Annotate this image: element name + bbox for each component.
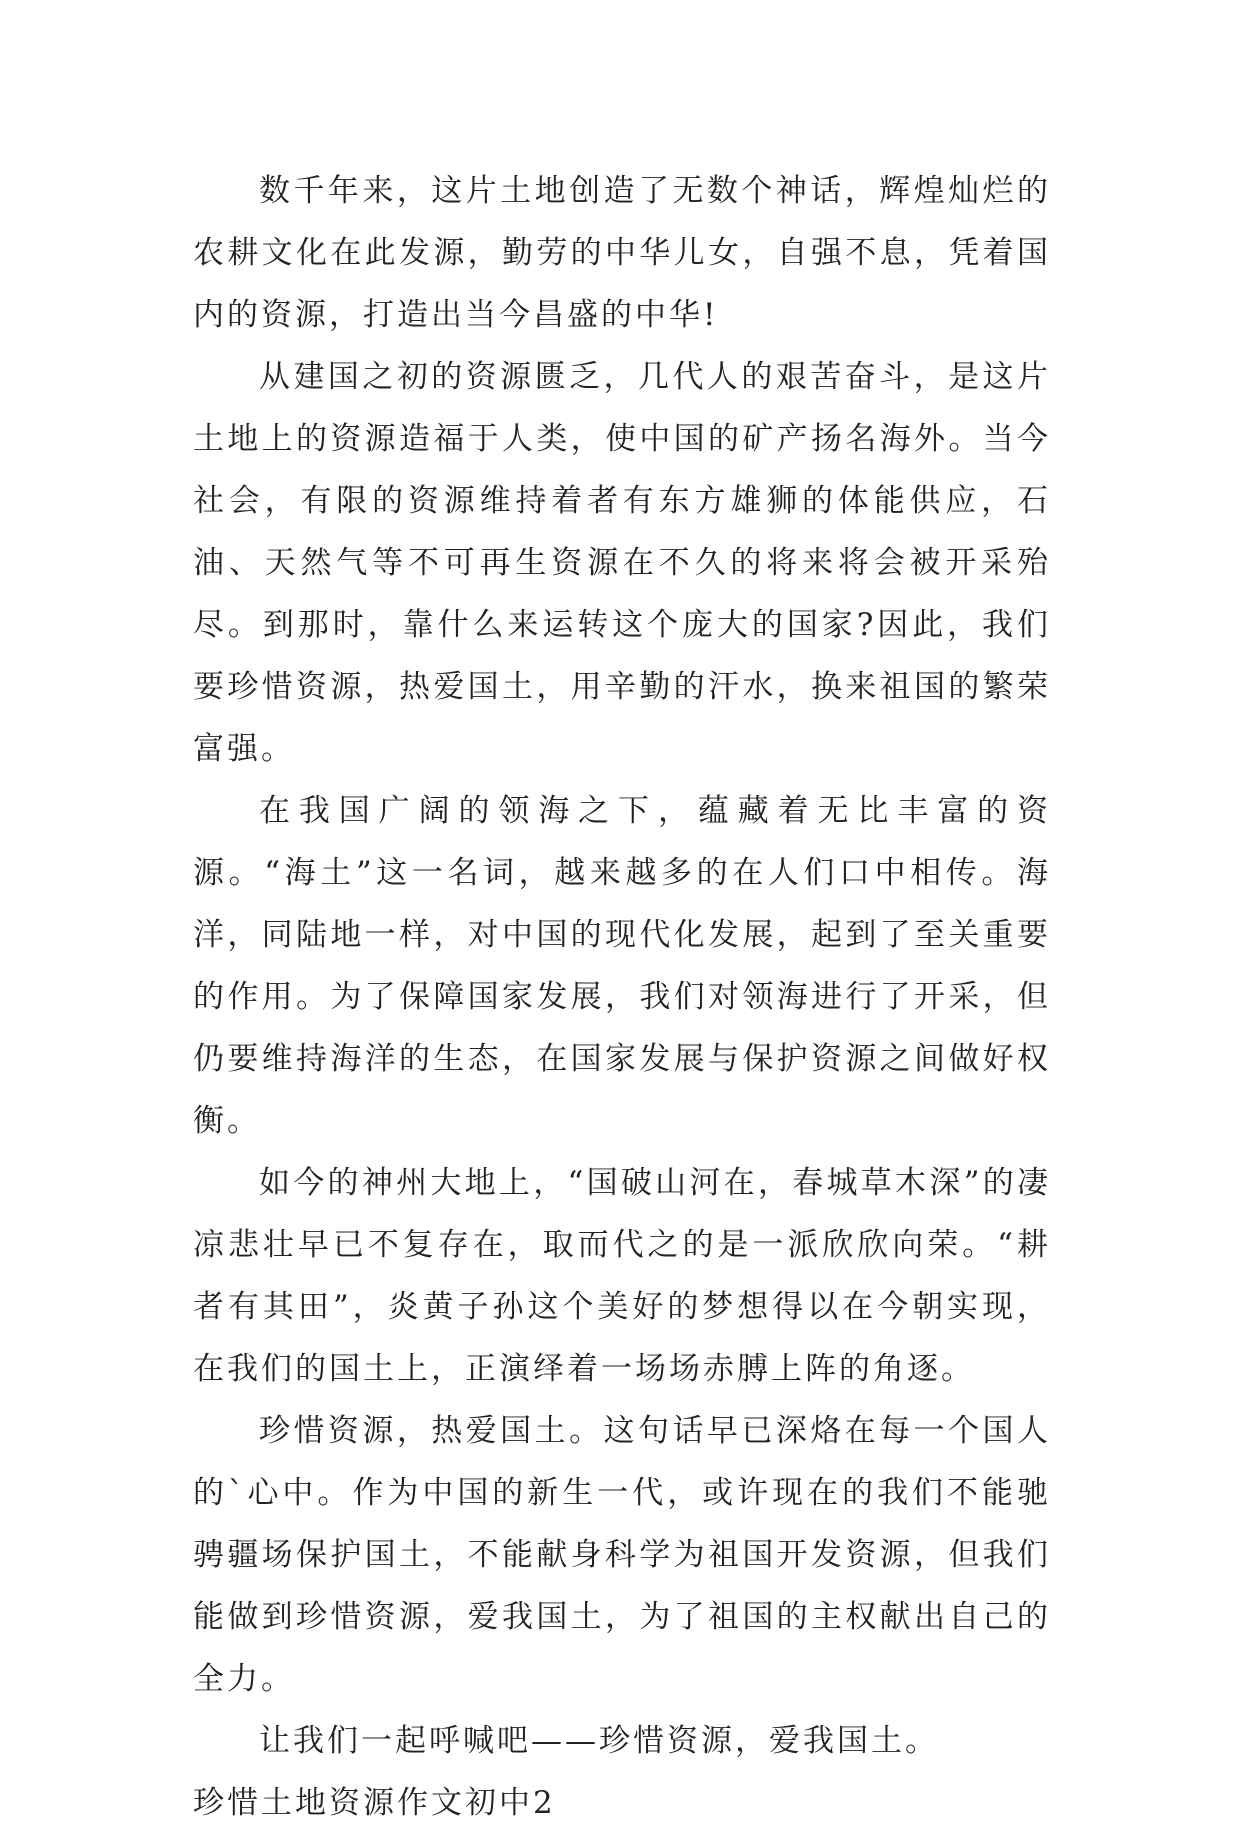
paragraph: 让我们一起呼喊吧——珍惜资源，爱我国土。 [259, 1723, 939, 1759]
paragraph: 数千年来，这片土地创造了无数个神话，辉煌灿烂的农耕文化在此发源，勤劳的中华儿女，自强不息，凭着国内的资源，打造出当今昌盛的中华! [193, 173, 1051, 333]
paragraph: 从建国之初的资源匮乏，几代人的艰苦奋斗，是这片土地上的资源造福于人类，使中国的矿产扬名海外。当今社会，有限的资源维持着者有东方雄狮的体能供应，石油、天然气等不可再生资源在不久的将来将会被开采殆尽。到那时，靠什么来运转这个庞大的国家?因此，我们要珍惜资源，热爱国土，用辛勤的汗水，换来祖国的繁荣富强。 [193, 359, 1051, 767]
paragraph: 如今的神州大地上，“国破山河在，春城草木深”的凄凉悲壮早已不复存在，取而代之的是一派欣欣向荣。“耕者有其田”，炎黄子孙这个美好的梦想得以在今朝实现，在我们的国土上，正演绎着一场场赤膊上阵的角逐。 [193, 1165, 1051, 1387]
paragraph: 珍惜资源，热爱国土。这句话早已深烙在每一个国人的`心中。作为中国的新生一代，或许现在的我们不能驰骋疆场保护国土，不能献身科学为祖国开发资源，但我们能做到珍惜资源，爱我国土，为了祖国的主权献出自己的全力。 [193, 1413, 1051, 1697]
section-heading: 珍惜土地资源作文初中2 [193, 1785, 556, 1821]
document-body [193, 160, 1051, 1834]
paragraph: 在我国广阔的领海之下，蕴藏着无比丰富的资源。“海土”这一名词，越来越多的在人们口中相传。海洋，同陆地一样，对中国的现代化发展，起到了至关重要的作用。为了保障国家发展，我们对领海进行了开采，但仍要维持海洋的生态，在国家发展与保护资源之间做好权衡。 [193, 793, 1051, 1139]
